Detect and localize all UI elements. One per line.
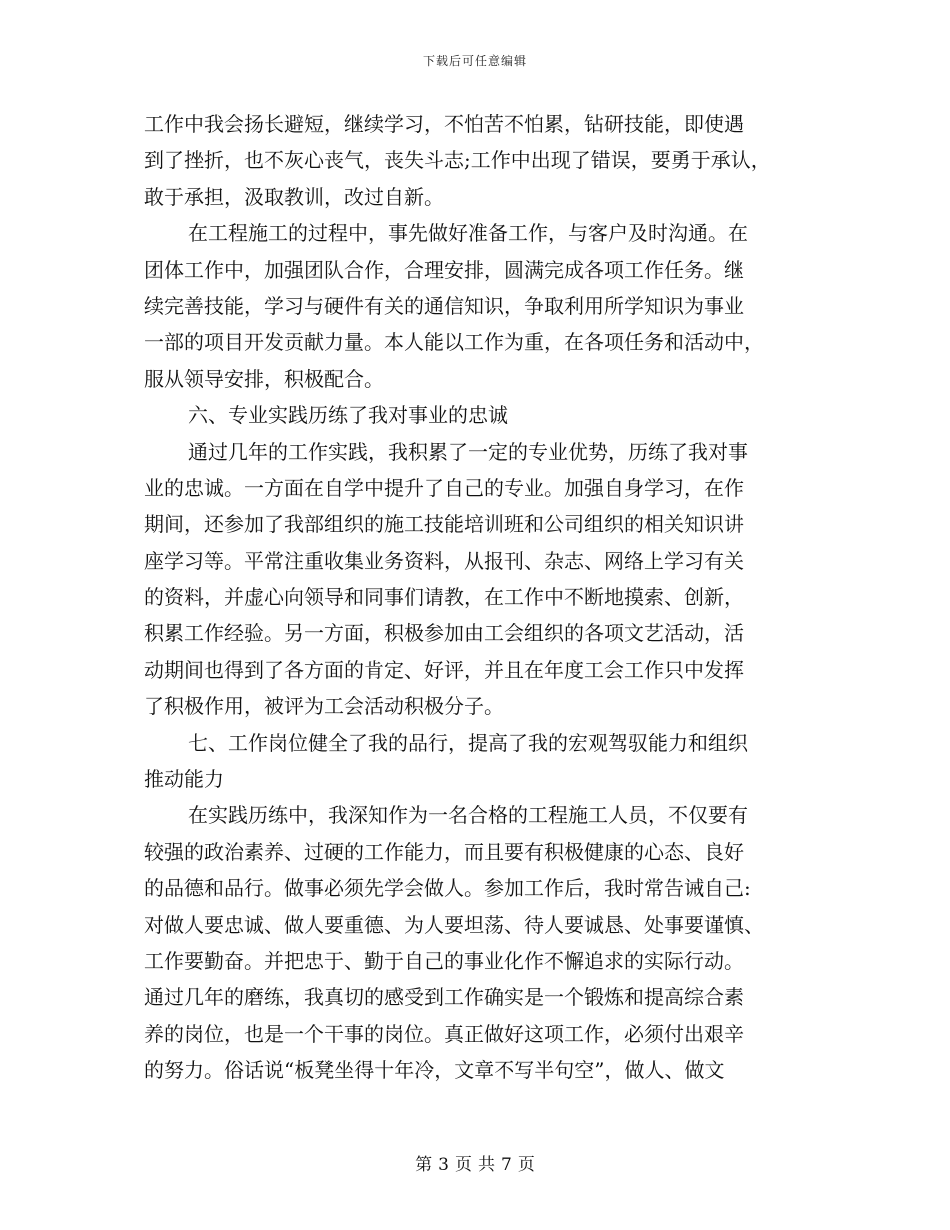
text-line: 六、专业实践历练了我对事业的忠诚 bbox=[188, 403, 508, 428]
text-line: 服从领导安排，积极配合。 bbox=[144, 366, 384, 391]
text-line: 到了挫折，也不灰心丧气，丧失斗志;工作中出现了错误，要勇于承认， bbox=[144, 148, 771, 173]
text-line: 养的岗位，也是一个干事的岗位。真正做好这项工作，必须付出艰辛 bbox=[144, 1021, 744, 1046]
text-line: 团体工作中，加强团队合作，合理安排，圆满完成各项工作任务。继 bbox=[144, 257, 744, 282]
text-line: 七、工作岗位健全了我的品行，提高了我的宏观驾驭能力和组织 bbox=[188, 730, 748, 755]
text-line: 的资料，并虚心向领导和同事们请教，在工作中不断地摸索、创新， bbox=[144, 585, 744, 610]
text-line: 业的忠诚。一方面在自学中提升了自己的专业。加强自身学习，在作 bbox=[144, 475, 744, 500]
header-note: 下载后可任意编辑 bbox=[422, 54, 527, 68]
footer-page-word: 页 bbox=[455, 1155, 472, 1175]
text-line: 工作要勤奋。并把忠于、勤于自己的事业化作不懈追求的实际行动。 bbox=[144, 948, 744, 973]
text-line: 积累工作经验。另一方面，积极参加由工会组织的各项文艺活动，活 bbox=[144, 621, 744, 646]
text-line: 座学习等。平常注重收集业务资料，从报刊、杂志、网络上学习有关 bbox=[144, 548, 744, 573]
text-line: 敢于承担，汲取教训，改过自新。 bbox=[144, 184, 444, 209]
footer-suffix: 页 bbox=[517, 1155, 535, 1175]
footer-total-word: 共 bbox=[478, 1155, 495, 1175]
page-footer bbox=[0, 1154, 950, 1176]
text-line: 的努力。俗话说“板凳坐得十年冷，文章不写半句空”，做人、做文 bbox=[144, 1058, 725, 1083]
text-line: 工作中我会扬长避短，继续学习，不怕苦不怕累，钻研技能，即使遇 bbox=[144, 112, 744, 136]
text-line: 一部的项目开发贡献力量。本人能以工作为重，在各项任务和活动中， bbox=[144, 330, 764, 355]
text-line: 对做人要忠诚、做人要重德、为人要坦荡、待人要诚恳、处事要谨慎、 bbox=[144, 912, 764, 937]
footer-prefix: 第 bbox=[415, 1155, 433, 1175]
text-line: 在实践历练中，我深知作为一名合格的工程施工人员，不仅要有 bbox=[188, 803, 748, 828]
text-line: 续完善技能，学习与硬件有关的通信知识，争取利用所学知识为事业 bbox=[144, 293, 744, 318]
body-text bbox=[144, 106, 806, 1089]
text-line: 的品德和品行。做事必须先学会做人。参加工作后，我时常告诫自己: bbox=[144, 876, 751, 901]
text-line: 期间，还参加了我部组织的施工技能培训班和公司组织的相关知识讲 bbox=[144, 512, 744, 537]
text-line: 通过几年的磨练，我真切的感受到工作确实是一个锻炼和提高综合素 bbox=[144, 985, 744, 1010]
footer-total-pages: 7 bbox=[501, 1155, 512, 1175]
footer-current-page: 3 bbox=[438, 1155, 449, 1175]
text-line: 通过几年的工作实践，我积累了一定的专业优势，历练了我对事 bbox=[188, 439, 748, 464]
text-line: 动期间也得到了各方面的肯定、好评，并且在年度工会工作只中发挥 bbox=[144, 657, 744, 682]
text-line: 较强的政治素养、过硬的工作能力，而且要有积极健康的心态、良好 bbox=[144, 839, 744, 864]
text-line: 在工程施工的过程中，事先做好准备工作，与客户及时沟通。在 bbox=[188, 221, 748, 246]
text-line: 推动能力 bbox=[144, 767, 224, 792]
text-line: 了积极作用，被评为工会活动积极分子。 bbox=[144, 694, 504, 719]
